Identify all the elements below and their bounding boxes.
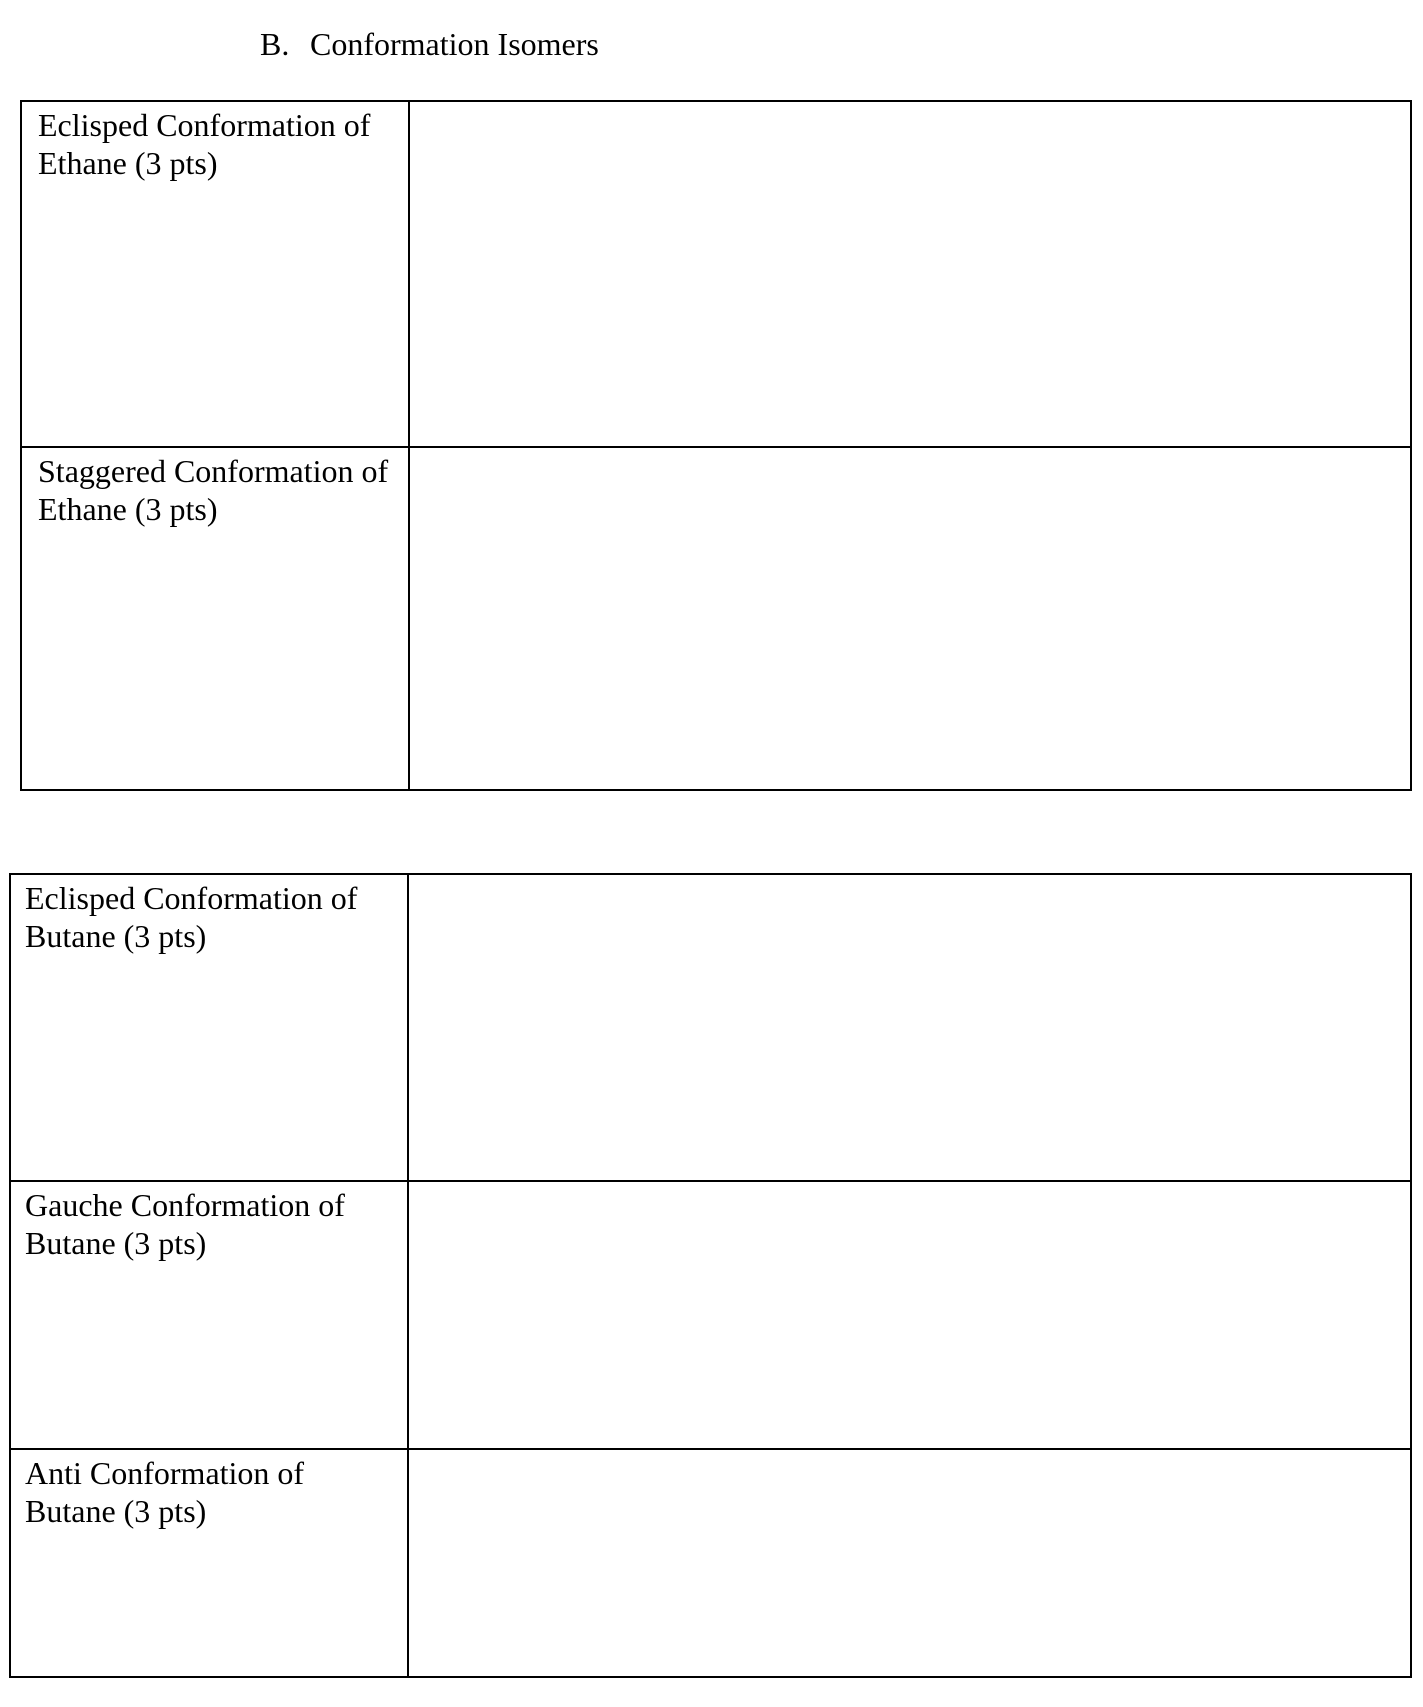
section-marker: B. bbox=[260, 26, 290, 62]
table-row bbox=[10, 1449, 1411, 1677]
table-row bbox=[21, 447, 1411, 790]
section-heading bbox=[260, 22, 599, 66]
answer-box-anti-butane[interactable] bbox=[408, 1449, 1411, 1677]
section-title: Conformation Isomers bbox=[310, 26, 599, 62]
table-row bbox=[21, 101, 1411, 447]
row-label-anti-butane: Anti Conformation of Butane (3 pts) bbox=[10, 1449, 408, 1677]
butane-conformations-table bbox=[9, 873, 1412, 1678]
answer-box-staggered-ethane[interactable] bbox=[409, 447, 1411, 790]
row-label-eclipsed-ethane: Eclisped Conformation of Ethane (3 pts) bbox=[21, 101, 409, 447]
row-label-staggered-ethane: Staggered Conformation of Ethane (3 pts) bbox=[21, 447, 409, 790]
row-label-eclipsed-butane: Eclisped Conformation of Butane (3 pts) bbox=[10, 874, 408, 1181]
ethane-conformations-table bbox=[20, 100, 1412, 791]
table-row bbox=[10, 1181, 1411, 1449]
table-row bbox=[10, 874, 1411, 1181]
answer-box-eclipsed-butane[interactable] bbox=[408, 874, 1411, 1181]
row-label-gauche-butane: Gauche Conformation of Butane (3 pts) bbox=[10, 1181, 408, 1449]
answer-box-gauche-butane[interactable] bbox=[408, 1181, 1411, 1449]
answer-box-eclipsed-ethane[interactable] bbox=[409, 101, 1411, 447]
